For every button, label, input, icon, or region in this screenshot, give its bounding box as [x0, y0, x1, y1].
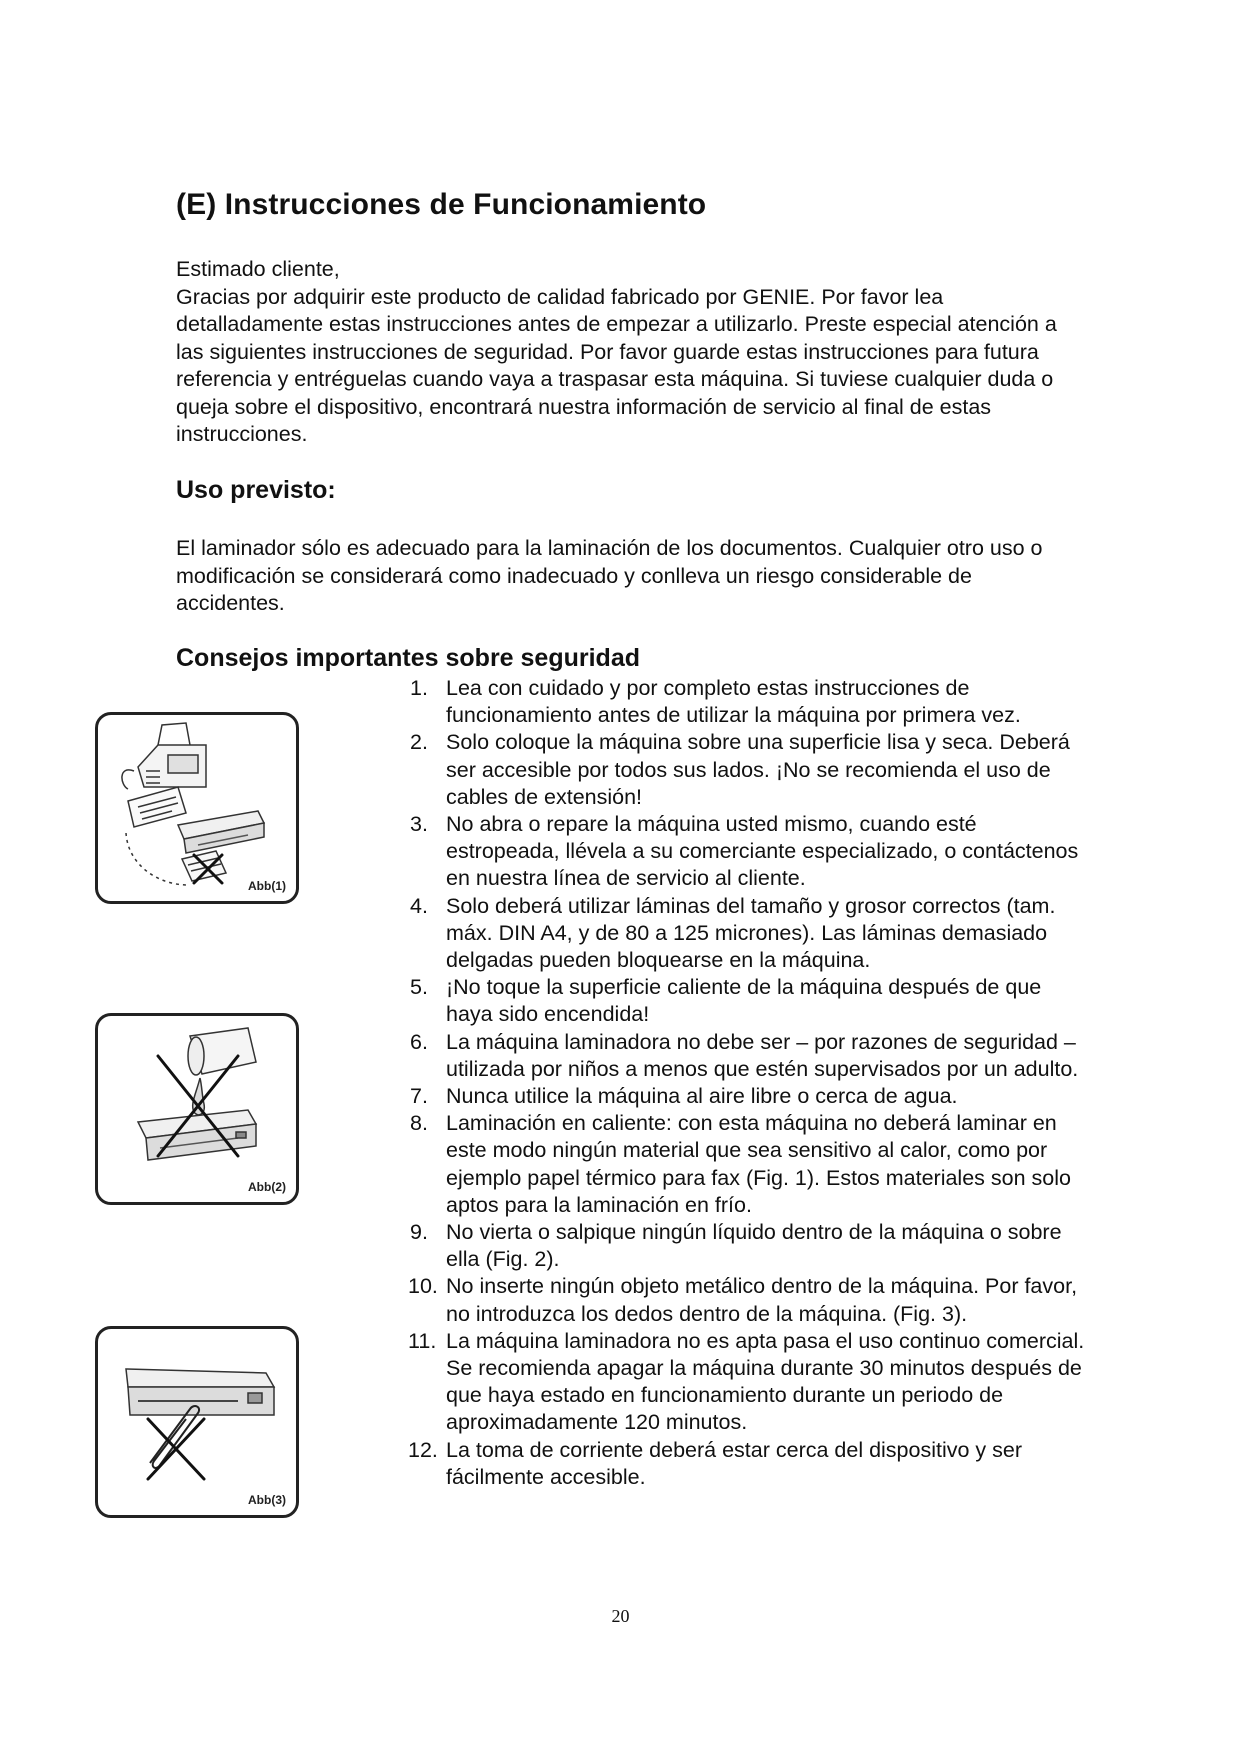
figure-caption: Abb(3) — [248, 1493, 286, 1507]
safety-item: 4. Solo deberá utilizar láminas del tamaño y grosor correctos (tam. máx. DIN A4, y de 80 a 125 micrones). Las láminas demasiado delgadas pueden bloquearse en la máquina. — [410, 893, 1056, 973]
safety-item: 7. Nunca utilice la máquina al aire libre o cerca de agua. — [410, 1084, 958, 1109]
intro-paragraph: Gracias por adquirir este producto de calidad fabricado por GENIE. Por favor lea detalladamente estas instrucciones antes de empezar a utilizarlo. Preste especial atención a las siguientes instrucciones de seguridad. Por favor guarde estas instrucciones para futura referencia y entréguelas cuando vaya a traspasar esta máquina. Si tuviese cualquier duda o queja sobre el dispositivo, encontrará nuestra información de servicio al final de estas instrucciones. — [176, 284, 1057, 446]
safety-item: 6. La máquina laminadora no debe ser – por razones de seguridad – utilizada por niños a menos que estén supervisados por un adulto. — [410, 1029, 1079, 1081]
safety-item: 8. Laminación en caliente: con esta máquina no deberá laminar en este modo ningún material que sea sensitivo al calor, como por ejemplo papel térmico para fax (Fig. 1). Estos materiales son solo aptos para la laminación en frío. — [410, 1111, 1071, 1217]
figure-caption: Abb(1) — [248, 879, 286, 893]
page-title: (E) Instrucciones de Funcionamiento — [176, 188, 707, 221]
liquid-spill-crossed-icon — [98, 1016, 296, 1202]
intended-use-heading: Uso previsto: — [176, 476, 336, 504]
intro-section — [176, 256, 1086, 449]
safety-item: 9. No vierta o salpique ningún líquido dentro de la máquina o sobre ella (Fig. 2). — [410, 1220, 1062, 1272]
safety-heading: Consejos importantes sobre seguridad — [176, 644, 640, 672]
figure-2 — [95, 1013, 299, 1205]
safety-list — [410, 675, 1090, 1491]
figure-3 — [95, 1326, 299, 1518]
safety-item: 11. La máquina laminadora no es apta pasa el uso continuo comercial. Se recomienda apagar la máquina durante 30 minutos después de que haya estado en funcionamiento durante un periodo de aproximadamente 120 minutos. — [408, 1328, 1085, 1435]
page-number: 20 — [611, 1606, 630, 1626]
safety-item: 2. Solo coloque la máquina sobre una superficie lisa y seca. Deberá ser accesible por todos sus lados. ¡No se recomienda el uso de cables de extensión! — [410, 730, 1070, 809]
safety-item: 10. No inserte ningún objeto metálico dentro de la máquina. Por favor, no introduzca los dedos dentro de la máquina. (Fig. 3). — [408, 1274, 1078, 1326]
figure-1 — [95, 712, 299, 904]
intended-use-text: El laminador sólo es adecuado para la laminación de los documentos. Cualquier otro uso o modificación se considerará como inadecuado y conlleva un riesgo considerable de accidentes. — [176, 536, 1043, 615]
fax-paper-crossed-icon — [98, 715, 296, 901]
paperclip-crossed-icon — [98, 1329, 296, 1515]
safety-item: 3. No abra o repare la máquina usted mismo, cuando esté estropeada, llévela a su comerciante especializado, o contáctenos en nuestra línea de servicio al cliente. — [410, 812, 1079, 891]
figure-caption: Abb(2) — [248, 1180, 286, 1194]
safety-item: 1. Lea con cuidado y por completo estas instrucciones de funcionamiento antes de utilizar la máquina por primera vez. — [410, 676, 1021, 728]
safety-item: 5. ¡No toque la superficie caliente de la máquina después de que haya sido encendida! — [410, 975, 1042, 1027]
safety-item: 12. La toma de corriente deberá estar cerca del dispositivo y ser fácilmente accesible. — [408, 1437, 1023, 1489]
greeting: Estimado cliente, — [176, 257, 340, 281]
